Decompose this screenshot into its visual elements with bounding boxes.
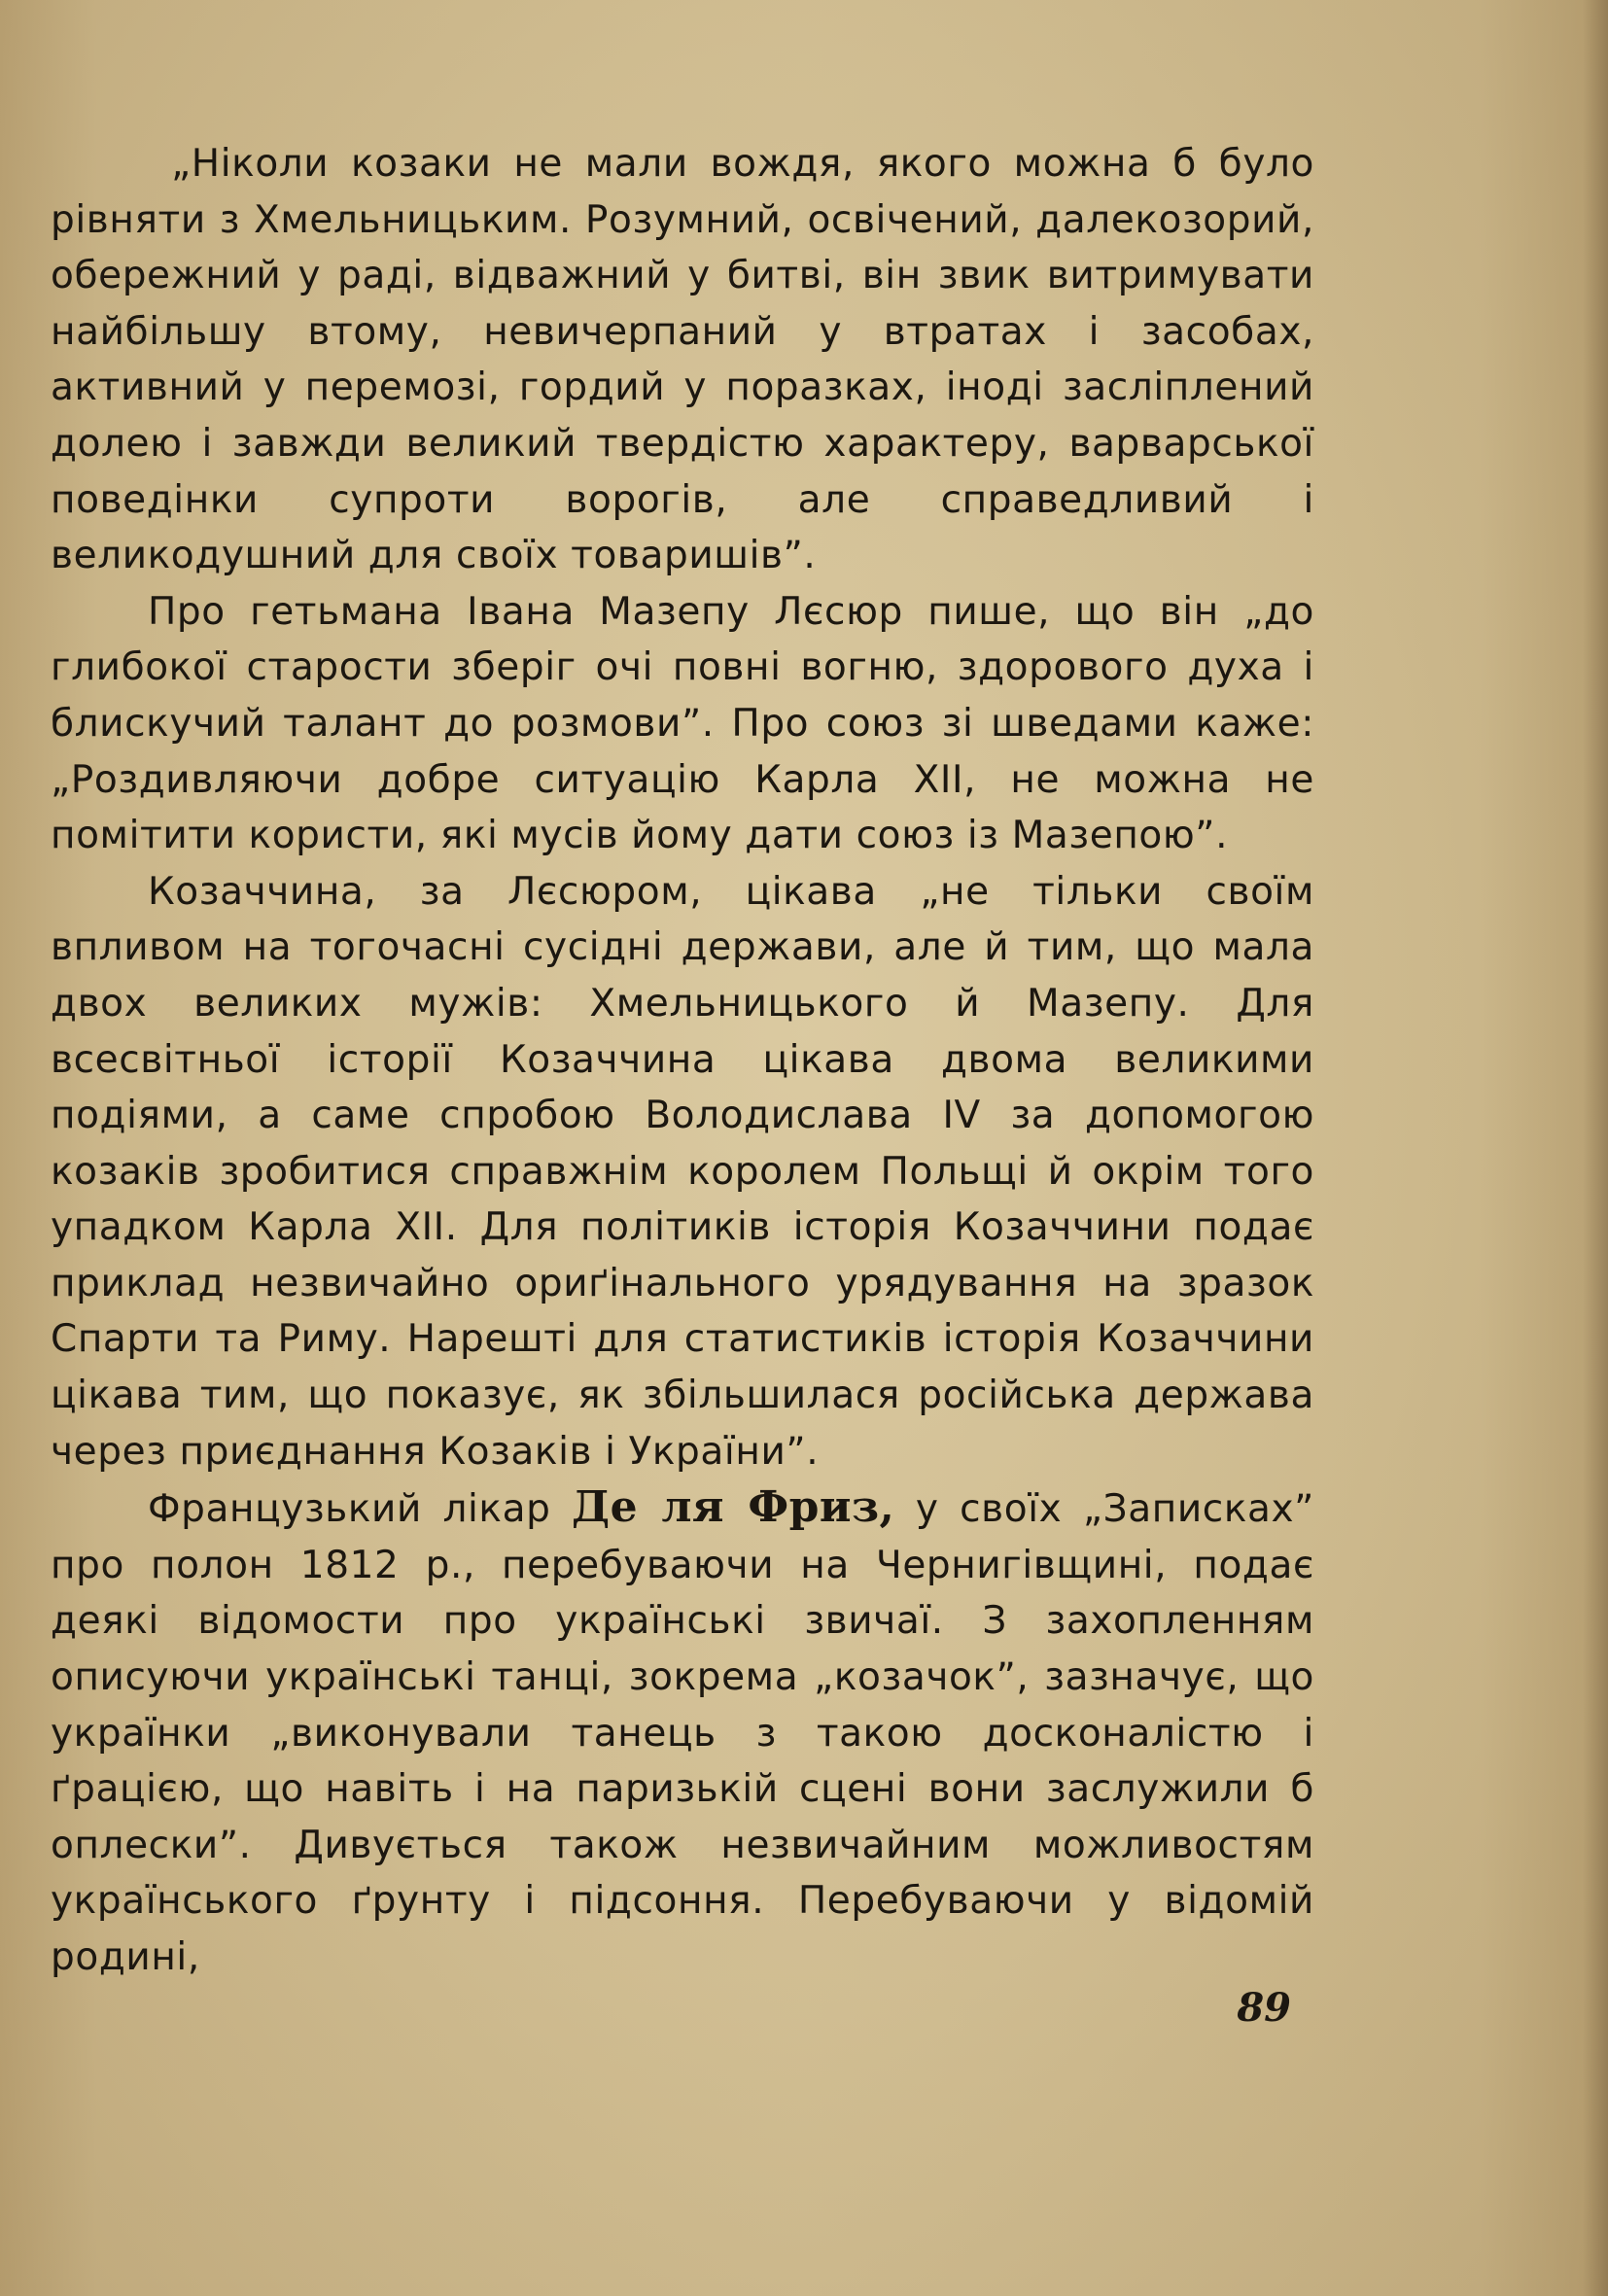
paragraph-khmelnytsky-quote [51, 136, 1314, 584]
page-number: 89 [1237, 1985, 1291, 2031]
paragraph-de-la-fryz [51, 1479, 1314, 1985]
body-text [51, 136, 1314, 1986]
paragraph-kozachchyna [51, 864, 1314, 1480]
paragraph-text: Французький лікар [148, 1487, 572, 1532]
paragraph-mazepa [51, 584, 1314, 864]
author-name-bold: Де ля Фриз, [571, 1482, 895, 1533]
paragraph-text: „Ніколи козаки не мали вождя, якого можна б було рівняти з Хмельницьким. Розумний, освічений, далекозорий, обережний у раді, відважний у битві, він звик витримувати найбільшу втому, невичерпаний у втратах і засобах, активний у перемозі, гордий у поразках, іноді засліплений долею і завжди великий твердістю характеру, варварської поведінки супроти ворогів, але справедливий і великодушний для своїх товаришів”. [51, 142, 1314, 578]
paragraph-text: Про гетьмана Івана Мазепу Лєсюр пише, що він „до глибокої старости зберіг очі повні вогню, здорового духа і блискучий талант до розмови”. Про союз зі шведами каже: „Роздивляючи добре ситуацію Карла XII, не можна не помітити користи, які мусів йому дати союз із Мазепою”. [51, 589, 1314, 858]
paragraph-text: Козаччина, за Лєсюром, цікава „не тільки своїм впливом на тогочасні сусідні держави, але й тим, що мала двох великих мужів: Хмельницького й Мазепу. Для всесвітньої історії Козаччина цікава двома великими подіями, а саме спробою Володислава IV за допомогою козаків зробитися справжнім королем Польщі й окрім того упадком Карла XII. Для політиків історія Козаччини подає приклад незвичайно ориґінального урядування на зразок Спарти та Риму. Нарешті для статистиків історія Козаччини цікава тим, що показує, як збільшилася російська держава через приєднання Козаків і України”. [51, 869, 1314, 1474]
paragraph-text: у своїх „Записках” про полон 1812 р., перебуваючи на Чернигівщині, подає деякі відомости про українські звичаї. З захопленням описуючи українські танці, зокрема „козачок”, зазначує, що українки „виконували танець з такою досконалістю і ґрацією, що навіть і на паризькій сцені вони заслужили б оплески”. Дивується також незвичайним можливостям українського ґрунту і підсоння. Перебуваючи у відомій родині, [51, 1487, 1314, 1979]
